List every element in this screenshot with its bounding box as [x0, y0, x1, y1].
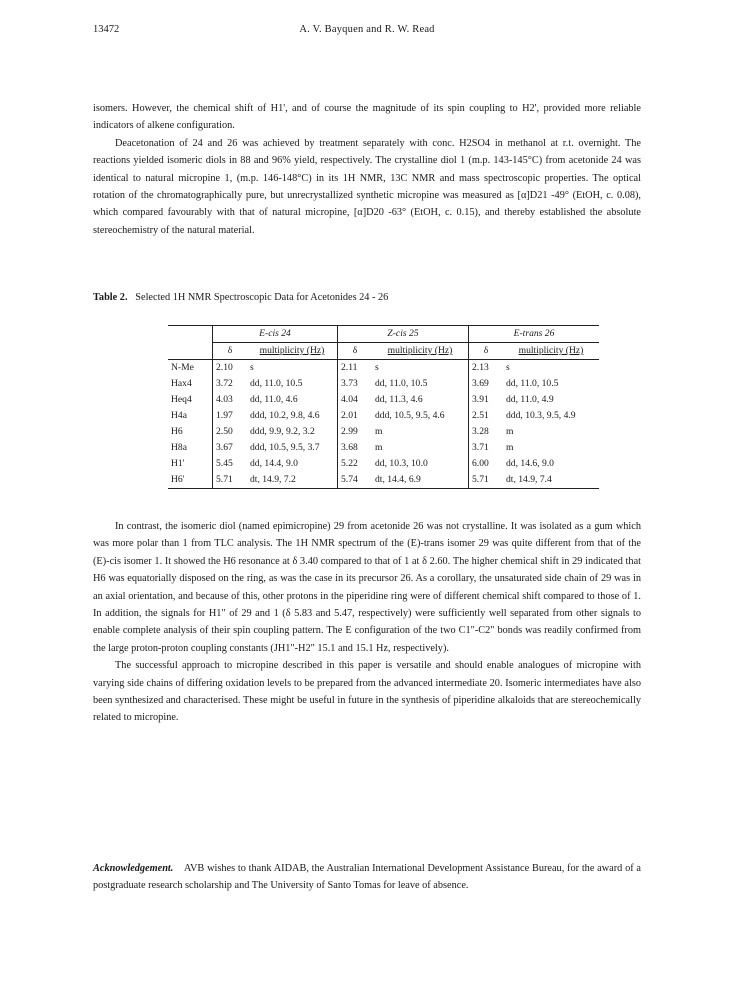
multiplicity-header: multiplicity (Hz)	[372, 343, 469, 360]
delta-value: 5.71	[469, 472, 504, 489]
delta-value: 2.99	[338, 424, 373, 440]
table-row	[168, 376, 599, 392]
table-row	[168, 392, 599, 408]
table-caption-label: Table 2.	[93, 292, 128, 303]
multiplicity-value: ddd, 10.3, 9.5, 4.9	[506, 410, 576, 421]
group-header-24: E-cis 24	[213, 326, 338, 343]
table-row	[168, 408, 599, 424]
row-label: H6	[171, 426, 183, 437]
delta-value: 1.97	[213, 408, 248, 424]
row-label: Hax4	[171, 378, 192, 389]
multiplicity-value: dd, 11.0, 4.6	[250, 394, 298, 405]
delta-value: 2.01	[338, 408, 373, 424]
row-label: H6'	[168, 472, 213, 489]
acknowledgement-title: Acknowledgement.	[93, 863, 174, 874]
nmr-data-table	[168, 325, 599, 489]
table-row	[168, 456, 599, 472]
delta-value: 2.10	[213, 360, 248, 377]
delta-value: 5.45	[213, 456, 248, 472]
group-header-25: Z-cis 25	[338, 326, 469, 343]
multiplicity-value: dd, 14.4, 9.0	[250, 458, 298, 469]
middle-text	[93, 518, 641, 727]
table-body	[168, 360, 599, 489]
multiplicity-value: dt, 14.4, 6.9	[372, 472, 469, 489]
top-text	[93, 100, 641, 239]
multiplicity-value: ddd, 10.2, 9.8, 4.6	[250, 410, 320, 421]
acknowledgement-text: AVB wishes to thank AIDAB, the Australian International Development Assistance Bureau, for the award of a postgraduate research scholarship and The University of Santo Tomas for leave of absence.	[93, 863, 642, 892]
delta-value: 3.67	[213, 440, 248, 456]
delta-value: 5.71	[213, 472, 248, 489]
multiplicity-value: dd, 11.3, 4.6	[375, 394, 423, 405]
multiplicity-value: ddd, 9.9, 9.2, 3.2	[250, 426, 315, 437]
table-caption	[93, 292, 388, 303]
running-head: A. V. Bayquen and R. W. Read	[299, 24, 435, 35]
page-header	[93, 24, 641, 42]
row-label: H1'	[171, 458, 185, 469]
delta-value: 6.00	[469, 456, 504, 472]
multiplicity-value: dd, 11.0, 10.5	[375, 378, 428, 389]
multiplicity-value: m	[506, 426, 514, 437]
delta-value: 3.73	[338, 376, 373, 392]
multiplicity-value: dt, 14.9, 7.2	[247, 472, 338, 489]
page-number: 13472	[93, 24, 120, 35]
multiplicity-value: dd, 11.0, 10.5	[506, 378, 559, 389]
delta-value: 4.04	[338, 392, 373, 408]
row-label: H8a	[171, 442, 187, 453]
delta-value: 4.03	[213, 392, 248, 408]
multiplicity-header: multiplicity (Hz)	[503, 343, 599, 360]
delta-header: δ	[338, 343, 373, 360]
delta-value: 5.74	[338, 472, 373, 489]
row-label: H4a	[171, 410, 187, 421]
delta-value: 2.50	[213, 424, 248, 440]
paragraph-epimicropine: In contrast, the isomeric diol (named epimicropine) 29 from acetonide 26 was not crystalline. It was isolated as a gum which was more polar than 1 from TLC analysis. The 1H NMR spectrum of the (E)-trans isomer 29 was quite different from that of the (E)-cis isomer 1. It showed the H6 resonance at δ 3.40 compared to that of 1 at δ 2.60. The higher chemical shift in 29 indicated that H6 was equatorially disposed on the ring, as was the case in its precursor 26. As a corollary, the unsaturated side chain of 29 was in an axial orientation, and because of this, other protons in the piperidine ring were of different chemical shift compared to those of 1. In addition, the signals for H1" of 29 and 1 (δ 5.83 and 5.47, respectively) were sufficiently well separated from other signals to enable complete analysis of their spin coupling pattern. The E configuration of the two C1"-C2" bonds was readily confirmed from the large proton-proton coupling constants (JH1"-H2" 15.1 and 15.1 Hz, respectively).	[93, 521, 641, 654]
multiplicity-value: dd, 14.6, 9.0	[506, 458, 554, 469]
delta-value: 3.28	[469, 424, 504, 440]
multiplicity-value: m	[375, 442, 383, 453]
table-row	[168, 472, 599, 489]
multiplicity-value: dt, 14.9, 7.4	[503, 472, 599, 489]
table-row	[168, 440, 599, 456]
paragraph-isomers: isomers. However, the chemical shift of H1', and of course the magnitude of its spin coupling to H2', provided more reliable indicators of alkene configuration.	[93, 103, 641, 132]
multiplicity-value: ddd, 10.5, 9.5, 4.6	[375, 410, 445, 421]
multiplicity-header: multiplicity (Hz)	[247, 343, 338, 360]
acknowledgement-section	[93, 860, 641, 895]
multiplicity-value: m	[506, 442, 514, 453]
multiplicity-value: m	[375, 426, 383, 437]
multiplicity-value: dd, 11.0, 10.5	[250, 378, 303, 389]
delta-value: 2.51	[469, 408, 504, 424]
row-label: Heq4	[171, 394, 192, 405]
multiplicity-value: ddd, 10.5, 9.5, 3.7	[250, 442, 320, 453]
table-caption-text: Selected 1H NMR Spectroscopic Data for Acetonides 24 - 26	[135, 292, 389, 303]
multiplicity-value: dd, 11.0, 4.9	[506, 394, 554, 405]
table-row	[168, 424, 599, 440]
delta-value: 3.68	[338, 440, 373, 456]
delta-value: 3.69	[469, 376, 504, 392]
table-group-header-row	[168, 326, 599, 343]
delta-header: δ	[469, 343, 504, 360]
multiplicity-value: s	[375, 362, 379, 373]
group-header-26: E-trans 26	[469, 326, 600, 343]
table-row	[168, 360, 599, 377]
delta-value: 5.22	[338, 456, 373, 472]
multiplicity-value: dd, 10.3, 10.0	[375, 458, 428, 469]
multiplicity-value: s	[250, 362, 254, 373]
delta-value: 3.91	[469, 392, 504, 408]
delta-value: 3.72	[213, 376, 248, 392]
delta-header: δ	[213, 343, 248, 360]
delta-value: 2.13	[469, 360, 504, 377]
delta-value: 2.11	[338, 360, 373, 377]
row-label: N-Me	[171, 362, 194, 373]
paragraph-deacetonation: Deacetonation of 24 and 26 was achieved by treatment separately with conc. H2SO4 in methanol at r.t. overnight. The reactions yielded isomeric diols in 88 and 96% yield, respectively. The crystalline diol 1 (m.p. 143-145°C) from acetonide 24 was identical to natural micropine 1, (m.p. 146-148°C) in its 1H NMR, 13C NMR and mass spectroscopic properties. The optical rotation of the chromatographically pure, but unrecrystallized synthetic micropine was measured as [α]D21 -49° (EtOH, c. 0.08), which compared favourably with that of natural micropine, [α]D20 -63° (EtOH, c. 0.15), and thereby established the absolute stereochemistry of the natural material.	[93, 137, 641, 236]
table-subheader-row	[168, 343, 599, 360]
paragraph-conclusion: The successful approach to micropine described in this paper is versatile and should enable analogues of micropine with varying side chains of differing oxidation levels to be prepared from the advanced intermediate 20. Isomeric intermediates have also been synthesized and characterised. These might be useful in future in the synthesis of piperidine alkaloids that are stereochemically related to micropine.	[93, 660, 641, 724]
multiplicity-value: s	[506, 362, 510, 373]
delta-value: 3.71	[469, 440, 504, 456]
